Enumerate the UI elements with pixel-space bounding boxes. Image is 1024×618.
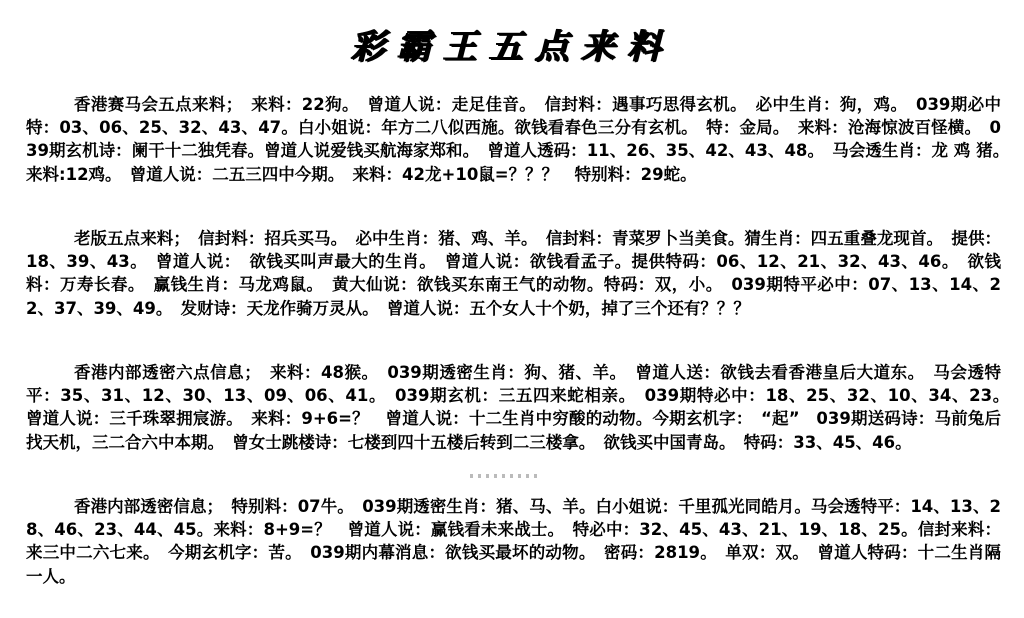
paragraph-old-version: 老版五点来料； 信封料：招兵买马。 必中生肖：猪、鸡、羊。 信封料：青菜罗卜当美食。猜生肖：四五重叠龙现首。 提供：18、39、43。 曾道人说： 欲钱买叫声最大的生肖。 曾道人说：欲钱看孟子。提供特码：06、12、21、32、43、46。 欲钱料：万寿长春。 赢钱生肖：马龙鸡鼠。 黄大仙说：欲钱买东南王气的动物。特码：双，小。 039期特平必中：07、13、14、22、37、39、49。 发财诗：天龙作骑万灵从。 曾道人说：五个女人十个奶，掉了三个还有？？？ [26, 229, 1001, 318]
paragraph-hk-internal-six: 香港内部透密六点信息； 来料：48猴。 039期透密生肖：狗、猪、羊。 曾道人送：欲钱去看香港皇后大道东。 马会透特平：35、31、12、30、13、09、06、41。 039期玄机：三五四来蛇相亲。 039期特必中：18、25、32、10、34、23。 曾道人说：三千珠翠拥宸游。 来料：9+6=？ 曾道人说：十二生肖中穷酸的动物。今期玄机字： “起” 039期送码诗：马前兔后找天机，三二合六中本期。 曾女士跳楼诗：七楼到四十五楼后转到二三楼拿。 欲钱买中国青岛。 特码：33、45、46。 [26, 363, 1018, 452]
scan-cut-strip [0, 460, 1024, 466]
paragraph-hk-jockey-club: 香港赛马会五点来料； 来料：22狗。 曾道人说：走足佳音。 信封料：遇事巧思得玄机。 必中生肖：狗，鸡。 039期必中特：03、06、25、32、43、47。白小姐说：年方二八似西施。欲钱看春色三分有玄机。 特：金局。 来料：沧海惊波百怪横。 039期玄机诗：阑干十二独凭春。曾道人说爱钱买航海家郑和。 曾道人透码：11、26、35、42、43、48。 马会透生肖：龙 鸡 猪。 来料:12鸡。 曾道人说：二五三四中今期。 来料：42龙+10鼠=？？？ 特别料：29蛇。 [26, 95, 1018, 184]
paragraph-hk-internal-info: 香港内部透密信息； 特别料：07牛。 039期透密生肖：猪、马、羊。白小姐说：千里孤光同皓月。马会透特平：14、13、28、46、23、44、45。来料：8+9=？ 曾道人说：赢钱看未来战士。 特必中：32、45、43、21、19、18、25。信封来料：来三中二六七来。 今期玄机字：苦。 039期内幕消息：欲钱买最坏的动物。 密码：2819。 单双：双。 曾道人特码：十二生肖隔一人。 [26, 497, 1001, 586]
scan-artifact [470, 474, 540, 478]
page-title: 彩霸王五点来料 [351, 27, 673, 67]
